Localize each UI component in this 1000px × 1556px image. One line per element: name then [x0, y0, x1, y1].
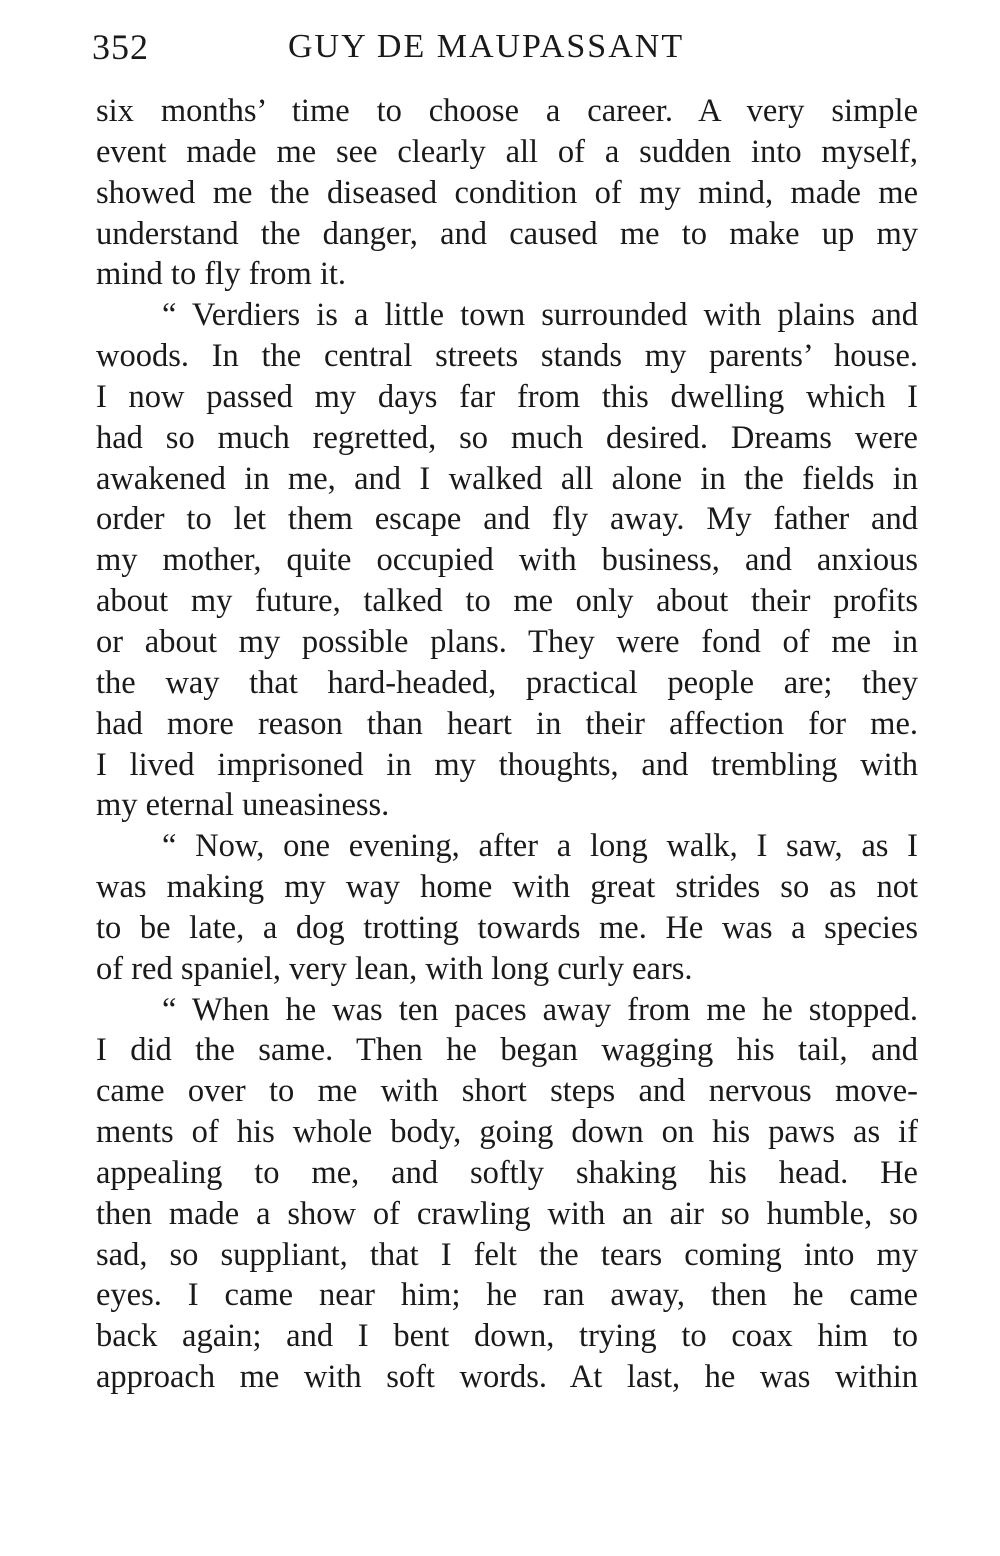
- paragraph-start-line: “ Now, one evening, after a long walk, I saw, as I: [162, 828, 918, 865]
- text-line: approach me with soft words. At last, he was within: [96, 1359, 918, 1396]
- running-head: GUY DE MAUPASSANT: [288, 28, 685, 65]
- text-line: sad, so suppliant, that I felt the tears coming into my: [96, 1236, 918, 1273]
- text-line: six months’ time to choose a career. A very simple: [96, 93, 918, 129]
- body-text: [96, 91, 918, 1398]
- paragraph-start-line: “ When he was ten paces away from me he stopped.: [162, 991, 918, 1028]
- text-line: I now passed my days far from this dwelling which I: [96, 378, 918, 415]
- text-line: understand the danger, and caused me to make up my: [96, 215, 918, 252]
- text-line: or about my possible plans. They were fond of me in: [96, 623, 918, 660]
- text-line: my mother, quite occupied with business, and anxious: [96, 542, 918, 579]
- text-line: had more reason than heart in their affection for me.: [96, 705, 918, 742]
- text-line: had so much regretted, so much desired. Dreams were: [96, 419, 918, 456]
- text-line: eyes. I came near him; he ran away, then he came: [96, 1277, 918, 1314]
- page-number: 352: [92, 27, 149, 67]
- text-line: to be late, a dog trotting towards me. He was a species: [96, 909, 918, 946]
- text-line: then made a show of crawling with an air so humble, so: [96, 1195, 918, 1232]
- text-line: I did the same. Then he began wagging his tail, and: [96, 1032, 918, 1069]
- text-line: was making my way home with great strides so as not: [96, 869, 918, 906]
- text-line: the way that hard-headed, practical people are; they: [96, 664, 918, 701]
- text-line: awakened in me, and I walked all alone in the fields in: [96, 460, 918, 497]
- text-line: about my future, talked to me only about their profits: [96, 583, 918, 620]
- page-header: [90, 18, 930, 68]
- text-line: my eternal uneasiness.: [96, 787, 390, 824]
- text-line: order to let them escape and fly away. My father and: [96, 501, 918, 538]
- text-line: event made me see clearly all of a sudden into myself,: [96, 133, 918, 170]
- text-line: woods. In the central streets stands my parents’ house.: [96, 338, 918, 375]
- text-line: I lived imprisoned in my thoughts, and trembling with: [96, 746, 918, 783]
- text-line: ments of his whole body, going down on his paws as if: [96, 1114, 918, 1151]
- text-line: came over to me with short steps and nervous move-: [96, 1073, 918, 1110]
- text-line: of red spaniel, very lean, with long curly ears.: [96, 950, 693, 987]
- text-line: back again; and I bent down, trying to coax him to: [96, 1318, 918, 1355]
- paragraph-start-line: “ Verdiers is a little town surrounded with plains and: [162, 297, 918, 334]
- text-line: mind to fly from it.: [96, 256, 347, 293]
- text-line: showed me the diseased condition of my mind, made me: [96, 174, 918, 211]
- text-line: appealing to me, and softly shaking his head. He: [96, 1154, 918, 1191]
